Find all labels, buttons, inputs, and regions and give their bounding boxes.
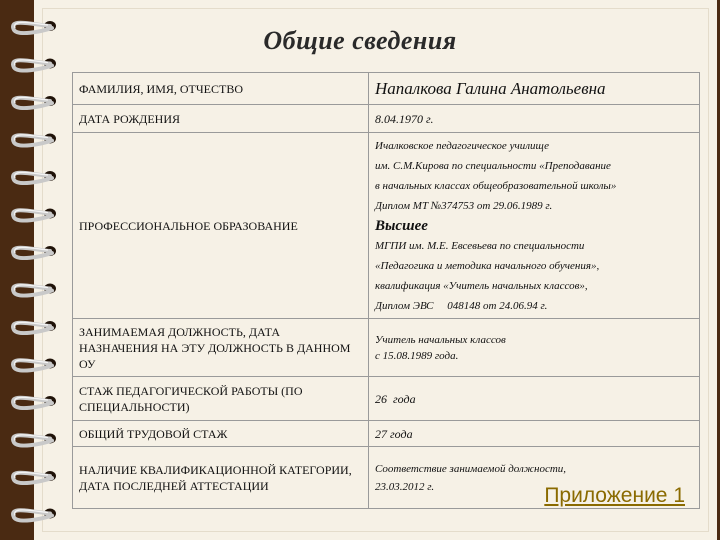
education-line: «Педагогика и методика начального обучения», — [375, 259, 600, 272]
education-value — [369, 133, 700, 319]
table-row — [73, 377, 700, 421]
table-row — [73, 133, 700, 319]
education-line: им. С.М.Кирова по специальности «Преподавание — [375, 159, 611, 172]
total-experience-label: ОБЩИЙ ТРУДОВОЙ СТАЖ — [73, 421, 369, 447]
spiral-binding — [0, 0, 60, 540]
qualification-value-line: 23.03.2012 г. — [375, 480, 435, 493]
name-label: ФАМИЛИЯ, ИМЯ, ОТЧЕСТВО — [73, 73, 369, 105]
info-table — [72, 72, 700, 509]
education-line: Диплом МТ №374753 от 29.06.1989 г. — [375, 199, 553, 212]
table-row — [73, 105, 700, 133]
position-value-line: с 15.08.1989 года. — [375, 349, 459, 362]
education-line: МГПИ им. М.Е. Евсевьева по специальности — [375, 239, 585, 252]
table-row — [73, 421, 700, 447]
ped-experience-label: СТАЖ ПЕДАГОГИЧЕСКОЙ РАБОТЫ (ПО СПЕЦИАЛЬНОСТИ) — [73, 377, 369, 421]
education-line: квалификация «Учитель начальных классов», — [375, 279, 588, 292]
qualification-label: НАЛИЧИЕ КВАЛИФИКАЦИОННОЙ КАТЕГОРИИ, ДАТА ПОСЛЕДНЕЙ АТТЕСТАЦИИ — [73, 447, 369, 509]
table-row — [73, 73, 700, 105]
position-value — [369, 319, 700, 377]
position-value-line: Учитель начальных классов — [375, 333, 506, 346]
education-line: Ичалковское педагогическое училище — [375, 139, 549, 152]
annex-link[interactable]: Приложение 1 — [544, 484, 685, 507]
education-line: в начальных классах общеобразовательной школы» — [375, 179, 617, 192]
birth-label: ДАТА РОЖДЕНИЯ — [73, 105, 369, 133]
ped-experience-value: 26 года — [369, 377, 700, 421]
total-experience-value: 27 года — [369, 421, 700, 447]
table-row — [73, 319, 700, 377]
education-heading: Высшее — [375, 217, 428, 234]
position-label: ЗАНИМАЕМАЯ ДОЛЖНОСТЬ, ДАТА НАЗНАЧЕНИЯ НА ЭТУ ДОЛЖНОСТЬ В ДАННОМ ОУ — [73, 319, 369, 377]
page-title: Общие сведения — [263, 26, 457, 55]
name-value: Напалкова Галина Анатольевна — [369, 73, 700, 105]
qualification-value-line: Соответствие занимаемой должности, — [375, 462, 567, 475]
education-line: Диплом ЭВС 048148 от 24.06.94 г. — [375, 299, 548, 312]
education-label: ПРОФЕССИОНАЛЬНОЕ ОБРАЗОВАНИЕ — [73, 133, 369, 319]
birth-value: 8.04.1970 г. — [369, 105, 700, 133]
